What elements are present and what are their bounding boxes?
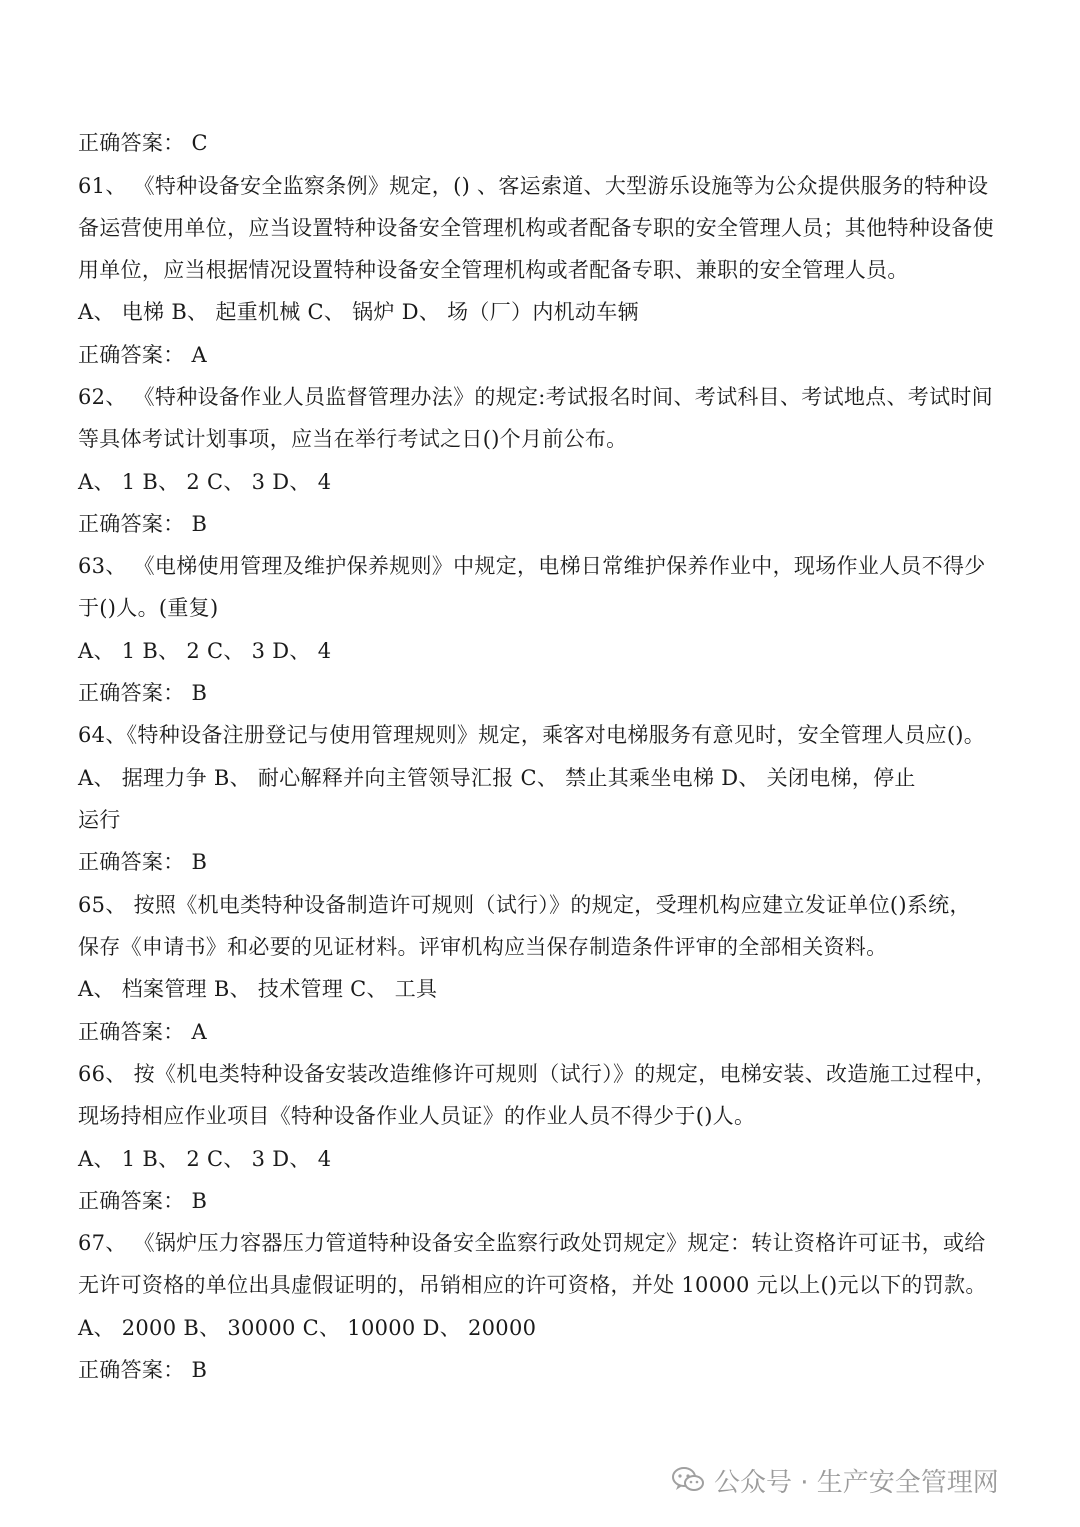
question-62-line-1: 62、 《特种设备作业人员监督管理办法》的规定:考试报名时间、考试科目、考试地点、考试时间 [78,385,993,409]
question-61-answer: 正确答案： A [78,343,207,367]
question-65-options: A、 档案管理 B、 技术管理 C、 工具 [78,977,438,1001]
question-64-options-cont: 运行 [78,808,121,832]
question-61-line-3: 用单位，应当根据情况设置特种设备安全管理机构或者配备专职、兼职的安全管理人员。 [78,258,909,282]
question-65-line-2: 保存《申请书》和必要的见证材料。评审机构应当保存制造条件评审的全部相关资料。 [78,935,888,959]
question-64-answer: 正确答案： B [78,850,208,874]
question-62-line-2: 等具体考试计划事项，应当在举行考试之日()个月前公布。 [78,427,628,451]
question-65-line-1: 65、 按照《机电类特种设备制造许可规则（试行）》的规定，受理机构应建立发证单位()系统， [78,893,971,917]
question-64-options: A、 据理力争 B、 耐心解释并向主管领导汇报 C、 禁止其乘坐电梯 D、 关闭电梯，停止 [78,766,916,790]
question-66-options: A、 1 B、 2 C、 3 D、 4 [78,1147,332,1171]
question-66-line-1: 66、 按《机电类特种设备安装改造维修许可规则（试行）》的规定，电梯安装、改造施工过程中， [78,1062,997,1086]
question-66-answer: 正确答案： B [78,1189,208,1213]
question-67-answer: 正确答案： B [78,1358,208,1382]
question-65-answer: 正确答案： A [78,1020,207,1044]
question-64-line-1: 64、《特种设备注册登记与使用管理规则》规定，乘客对电梯服务有意见时，安全管理人员应()。 [78,723,986,747]
question-62-answer: 正确答案： B [78,512,208,536]
question-62-options: A、 1 B、 2 C、 3 D、 4 [78,470,332,494]
question-61-line-1: 61、 《特种设备安全监察条例》规定，() 、客运索道、大型游乐设施等为公众提供服务的特种设 [78,174,989,198]
question-63-answer: 正确答案： B [78,681,208,705]
question-63-options: A、 1 B、 2 C、 3 D、 4 [78,639,332,663]
wechat-icon [672,1466,704,1494]
watermark-text: 公众号 · 生产安全管理网 [714,1467,999,1498]
watermark [672,1462,999,1498]
text-line: 正确答案： C [78,131,208,155]
question-63-line-2: 于()人。(重复) [78,596,219,620]
question-66-line-2: 现场持相应作业项目《特种设备作业人员证》的作业人员不得少于()人。 [78,1104,756,1128]
question-67-options: A、 2000 B、 30000 C、 10000 D、 20000 [78,1316,537,1340]
question-61-line-2: 备运营使用单位，应当设置特种设备安全管理机构或者配备专职的安全管理人员；其他特种设备使 [78,216,994,240]
question-63-line-1: 63、 《电梯使用管理及维护保养规则》中规定，电梯日常维护保养作业中，现场作业人员不得少 [78,554,986,578]
question-67-line-2: 无许可资格的单位出具虚假证明的，吊销相应的许可资格，并处 10000 元以上()元以下的罚款。 [78,1273,987,1297]
question-61-options: A、 电梯 B、 起重机械 C、 锅炉 D、 场（厂）内机动车辆 [78,300,639,324]
question-67-line-1: 67、 《锅炉压力容器压力管道特种设备安全监察行政处罚规定》规定：转让资格许可证书，或给 [78,1231,986,1255]
